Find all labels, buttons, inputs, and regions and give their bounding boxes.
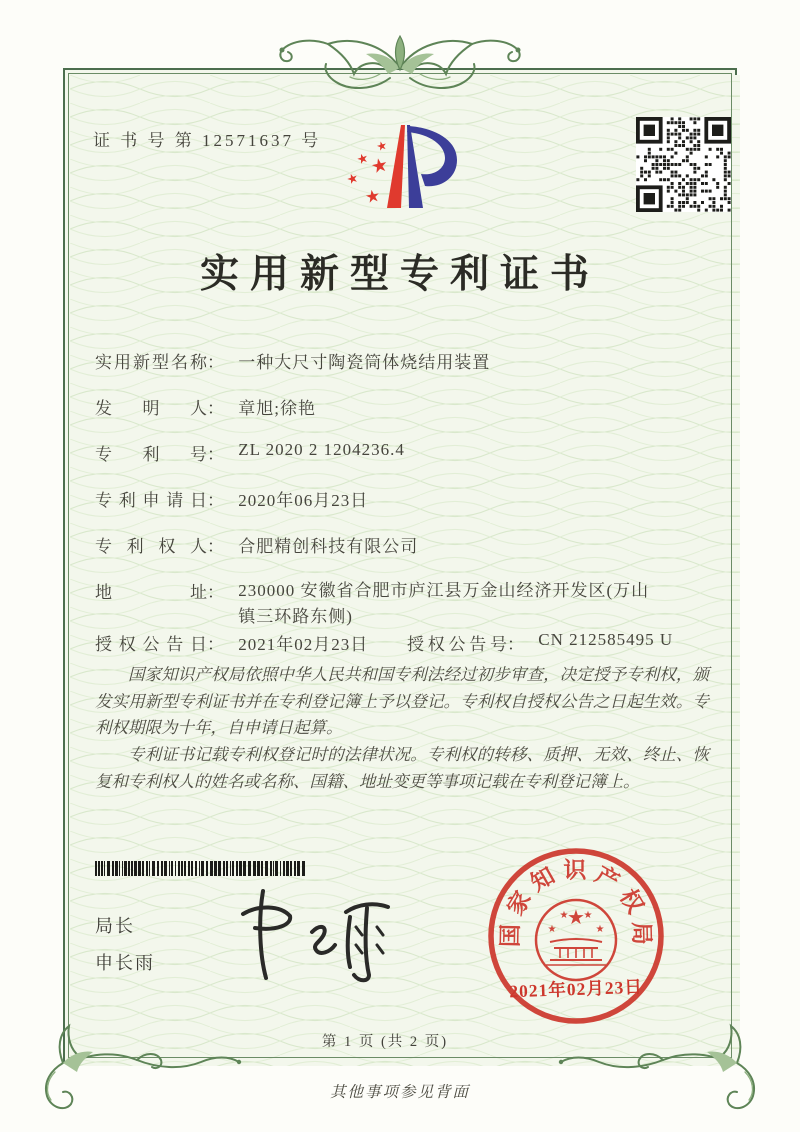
field-label: 授权公告日 [95, 635, 207, 654]
field-value: 230000 安徽省合肥市庐江县万金山经济开发区(万山镇三环路东侧) [238, 581, 650, 626]
barcode [95, 861, 311, 876]
top-flourish [260, 28, 540, 118]
field-value: 2021年02月23日 [238, 635, 369, 654]
field-row-utility-name: 实用新型名称： 一种大尺寸陶瓷筒体烧结用装置 [95, 348, 490, 373]
svg-text:★: ★ [374, 137, 389, 155]
signer-name: 申长雨 [95, 953, 155, 973]
field-value: 一种大尺寸陶瓷筒体烧结用装置 [238, 353, 491, 372]
field-label: 发明人 [95, 399, 207, 418]
svg-text:★: ★ [363, 185, 383, 209]
field-label: 实用新型名称 [95, 353, 207, 372]
field-label: 专利权人 [95, 537, 207, 556]
seal-text: 国家知识产权局 [497, 857, 655, 948]
signer-title: 局长 [95, 916, 135, 936]
bottom-left-flourish [33, 1000, 263, 1130]
page-number: 第 1 页 (共 2 页) [321, 1034, 449, 1050]
field-label: 授权公告号 [407, 635, 507, 654]
svg-text:★: ★ [547, 924, 557, 935]
certificate-title: 实用新型专利证书 [199, 253, 600, 296]
field-value: 2020年06月23日 [238, 491, 369, 510]
back-note: 其他事项参见背面 [329, 1084, 470, 1101]
paragraph-legal-status: 专利证书记载专利权登记时的法律状况。专利权的转移、质押、无效、终止、恢复和专利权人的姓名或名称、国籍、地址变更等事项记载在专利登记簿上。 [95, 745, 709, 791]
seal-date: 2021年02月23日 [508, 976, 644, 1002]
svg-text:★: ★ [368, 153, 391, 179]
field-value: 章旭;徐艳 [238, 399, 316, 418]
paragraph-grant-statement: 国家知识产权局依照中华人民共和国专利法经过初步审查，决定授予专利权，颁发实用新型专利证书并在专利登记簿上予以登记。专利权自授权公告之日起生效。专利权期限为十年，自申请日起算。 [95, 665, 709, 738]
svg-text:★: ★ [567, 905, 585, 929]
field-row-patentee: 专利权人： 合肥精创科技有限公司 [95, 532, 418, 557]
field-pair-grant-no: 授权公告号： CN 212585495 U [407, 630, 674, 654]
svg-text:★: ★ [354, 150, 371, 169]
qr-code [636, 117, 731, 212]
svg-text:★: ★ [595, 924, 605, 935]
field-row-inventor: 发明人： 章旭;徐艳 [95, 394, 316, 419]
logo-blue-wedge [407, 125, 423, 208]
signature [208, 876, 418, 991]
field-value: ZL 2020 2 1204236.4 [238, 440, 405, 459]
logo-stars-icon [345, 138, 390, 208]
field-row-address: 地址： 230000 安徽省合肥市庐江县万金山经济开发区(万山镇三环路东侧) [95, 578, 666, 630]
field-label: 地址 [95, 583, 207, 602]
field-row-patent-no: 专利号： ZL 2020 2 1204236.4 [95, 440, 405, 464]
grant-paragraphs [95, 662, 709, 796]
field-row-grant: 授权公告日： 2021年02月23日 授权公告号： CN 212585495 U [95, 630, 674, 654]
field-value: CN 212585495 U [538, 630, 674, 649]
signer-block [95, 908, 155, 982]
svg-text:★: ★ [344, 170, 361, 189]
svg-text:★: ★ [559, 910, 569, 921]
cnipa-logo [335, 120, 465, 215]
field-value: 合肥精创科技有限公司 [238, 537, 419, 556]
certificate-number: 证 书 号 第 12571637 号 [93, 131, 322, 150]
field-row-filing-date: 专利申请日： 2020年06月23日 [95, 486, 368, 511]
field-label: 专利号 [95, 445, 207, 464]
national-emblem-icon [536, 900, 616, 980]
logo-red-wedge [387, 125, 405, 208]
svg-text:★: ★ [583, 910, 593, 921]
field-label: 专利申请日 [95, 491, 207, 510]
